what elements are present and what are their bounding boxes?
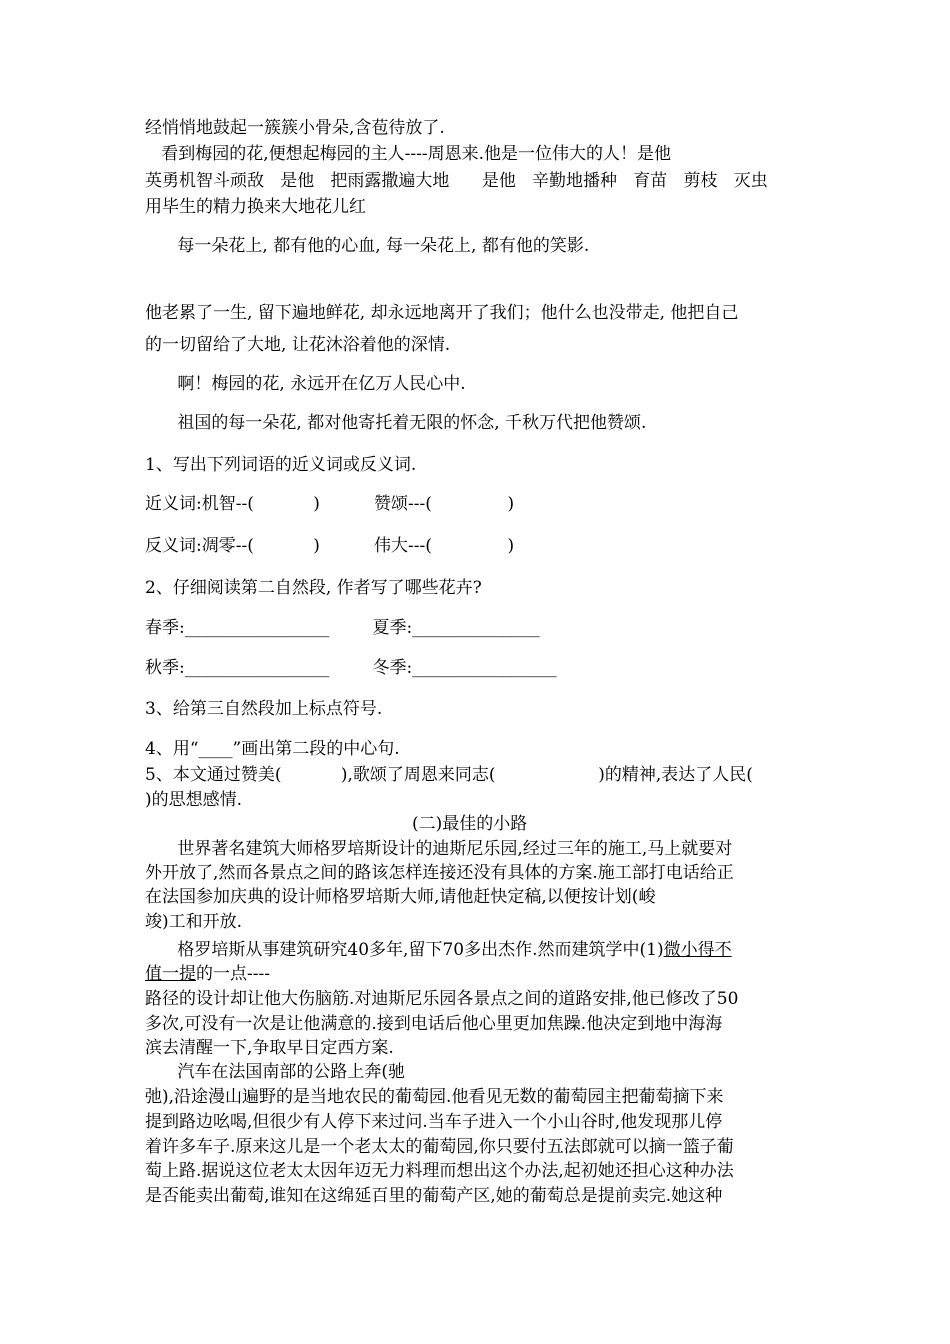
passage-line: 祖国的每一朵花, 都对他寄托着无限的怀念, 千秋万代把他赞颂. [145,413,647,433]
question-2-spring-summer: 春季:_________________ 夏季:_______________ [145,618,540,638]
question-1-antonyms: 反义词:凋零--( ) 伟大---( ) [145,536,515,556]
question-1: 1、写出下列词语的近义词或反义词. [145,455,417,475]
section-title: (二)最佳的小路 [412,814,528,834]
question-1-synonyms: 近义词:机智--( ) 赞颂---( ) [145,494,515,514]
passage-line: 经悄悄地鼓起一簇簇小骨朵,含苞待放了. [145,118,445,138]
passage-line: 啊！梅园的花, 永远开在亿万人民心中. [145,374,466,394]
section2-line: 弛),沿途漫山遍野的是当地农民的葡萄园.他看见无数的葡萄园主把葡萄摘下来 [145,1087,724,1107]
section2-line: 提到路边吆喝,但很少有人停下来过问.当车子进入一个小山谷时,他发现那儿停 [145,1112,723,1132]
question-2-autumn-winter: 秋季:_________________ 冬季:_________________ [145,658,557,678]
question-5: 5、本文通过赞美( ),歌颂了周恩来同志( )的精神,表达了人民( [145,765,753,785]
passage-line: 看到梅园的花,便想起梅园的主人----周恩来.他是一位伟大的人！是他 [145,144,671,164]
section2-line: 外开放了,然而各景点之间的路该怎样连接还没有具体的方案.施工部打电话给正 [145,863,734,883]
passage-line: 用毕生的精力换来大地花儿红 [145,197,366,217]
section2-line: 汽车在法国南部的公路上奔(驰 [145,1062,406,1082]
underlined-phrase: 微小得不 [663,940,732,960]
question-3: 3、给第三自然段加上标点符号. [145,699,383,719]
section2-line: 格罗培斯从事建筑研究40多年,留下70多出杰作.然而建筑学中(1)微小得不 [145,940,732,960]
section2-line: 滨去清醒一下,争取早日定西方案. [145,1038,394,1058]
question-4: 4、用“____”画出第二段的中心句. [145,739,400,759]
passage-line: 他老累了一生, 留下遍地鲜花, 却永远地离开了我们；他什么也没带走, 他把自己 [145,303,739,323]
section2-line: 在法国参加庆典的设计师格罗培斯大师,请他赶快定稿,以便按计划(峻 [145,887,656,907]
section2-line: 多次,可没有一次是让他满意的.接到电话后他心里更加焦躁.他决定到地中海海 [145,1014,723,1034]
passage-line: 英勇机智斗顽敌 是他 把雨露撒遍大地 是他 辛勤地播种 育苗 剪枝 灭虫 [145,171,768,191]
underlined-phrase: 值一提 [145,964,196,984]
passage-line: 的一切留给了大地, 让花沐浴着他的深情. [145,335,451,355]
question-2: 2、仔细阅读第二自然段, 作者写了哪些花卉? [145,578,482,598]
question-5-cont: )的思想感情. [145,790,243,810]
section2-line: 值一提的一点---- [145,964,270,984]
section2-line: 是否能卖出葡萄,谁知在这绵延百里的葡萄产区,她的葡萄总是提前卖完.她这种 [145,1186,723,1206]
section2-line: 竣)工和开放. [145,912,243,932]
section2-line: 世界著名建筑大师格罗培斯设计的迪斯尼乐园,经过三年的施工,马上就要对 [145,839,733,859]
passage-line: 每一朵花上, 都有他的心血, 每一朵花上, 都有他的笑影. [145,236,590,256]
section2-line: 路径的设计却让他大伤脑筋.对迪斯尼乐园各景点之间的道路安排,他已修改了50 [145,989,739,1009]
section2-line: 萄上路.据说这位老太太因年迈无力料理而想出这个办法,起初她还担心这种办法 [145,1161,734,1181]
section2-line: 着许多车子.原来这儿是一个老太太的葡萄园,你只要付五法郎就可以摘一篮子葡 [145,1137,734,1157]
